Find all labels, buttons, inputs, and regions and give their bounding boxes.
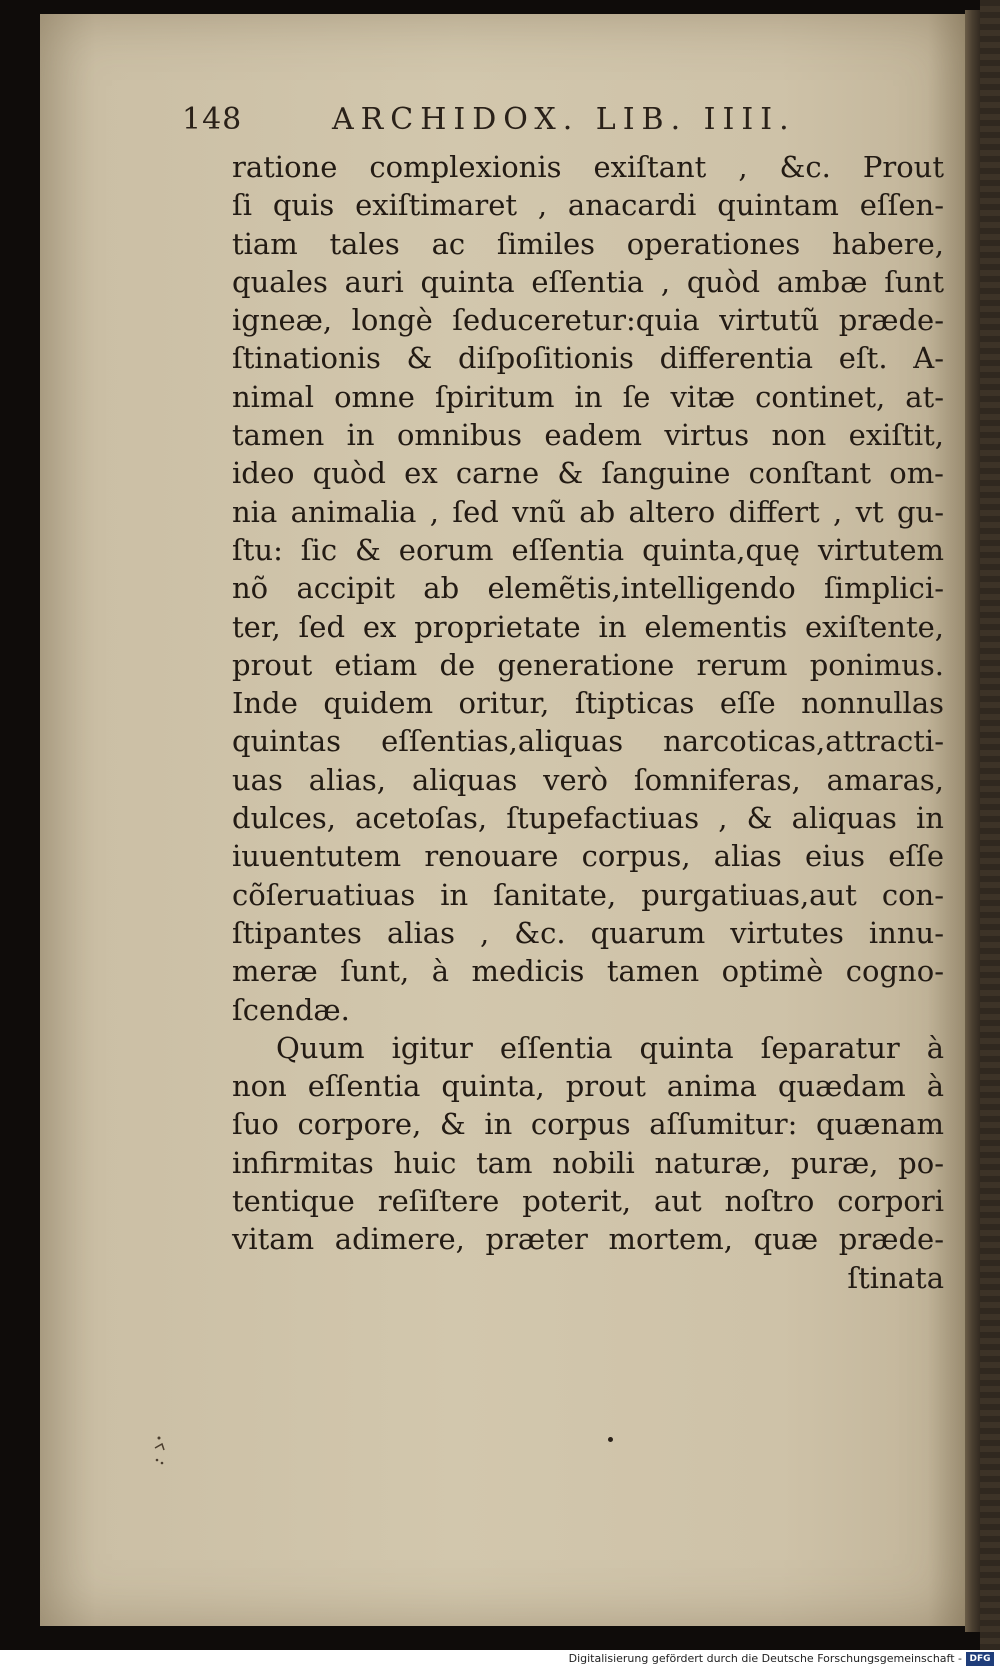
text-line: tamen in omnibus eadem virtus non exiſtit, <box>232 418 944 453</box>
page-number: 148 <box>182 102 243 137</box>
text-line: tentique reſiſtere poterit, aut noſtro corpori <box>232 1184 944 1219</box>
ink-dot <box>608 1437 613 1442</box>
text-line: ideo quòd ex carne & ſanguine conſtant om- <box>232 456 944 491</box>
digitization-credit: Digitalisierung gefördert durch die Deutsche Forschungsgemeinschaft - <box>568 1652 962 1665</box>
text-line: quintas eſſentias,aliquas narcoticas,attracti- <box>232 724 944 759</box>
text-line: iuuentutem renouare corpus, alias eius eſſe <box>232 839 944 874</box>
running-title: ARCHIDOX. LIB. IIII. <box>332 102 796 137</box>
text-line: nõ accipit ab elemẽtis,intelligendo ſimplici- <box>232 571 944 606</box>
text-line: ſi quis exiſtimaret , anacardi quintam eſſen- <box>232 188 944 223</box>
text-line: nia animalia , ſed vnũ ab altero differt , vt gu- <box>232 494 944 529</box>
text-line: meræ ſunt, à medicis tamen optimè cogno- <box>232 954 944 989</box>
text-line: quales auri quinta eſſentia , quòd ambæ ſunt <box>232 264 944 299</box>
text-line: igneæ, longè ſeduceretur:quia virtutũ præde- <box>232 303 944 338</box>
text-line: ratione complexionis exiſtant , &c. Prout <box>232 150 944 184</box>
text-line: Quum igitur eſſentia quinta ſeparatur à <box>276 1030 944 1065</box>
dfg-logo: DFG <box>966 1652 994 1666</box>
binding-strip <box>980 0 1000 1650</box>
text-line: ſuo corpore, & in corpus aſſumitur: quænam <box>232 1107 944 1142</box>
text-line: ter, ſed ex proprietate in elementis exiſtente, <box>232 609 944 644</box>
text-line: infirmitas huic tam nobili naturæ, puræ, po- <box>232 1145 944 1180</box>
text-line: tiam tales ac ſimiles operationes habere, <box>232 226 944 261</box>
running-head <box>182 102 952 142</box>
margin-marks <box>150 1430 170 1480</box>
text-line: ſtu: ſic & eorum eſſentia quinta,quę virtutem <box>232 532 944 567</box>
text-line: dulces, acetoſas, ſtupefactiuas , & aliquas in <box>232 801 944 836</box>
text-line: uas alias, aliquas verò ſomniferas, amaras, <box>232 762 944 797</box>
text-line: ſtinationis & diſpoſitionis differentia eſt. A- <box>232 341 944 376</box>
text-line: ſcendæ. <box>232 992 350 1027</box>
text-line: prout etiam de generatione rerum ponimus. <box>232 647 944 682</box>
text-line: Inde quidem oritur, ſtipticas eſſe nonnullas <box>232 686 944 721</box>
text-line: nimal omne ſpiritum in ſe vitæ continet, at- <box>232 379 944 414</box>
text-line: vitam adimere, præter mortem, quæ præde- <box>232 1222 944 1257</box>
main-text <box>232 148 944 1297</box>
text-line: cõſeruatiuas in ſanitate, purgatiuas,aut con- <box>232 877 944 912</box>
catchword: ſtinata <box>847 1260 944 1295</box>
text-line: non eſſentia quinta, prout anima quædam à <box>232 1069 944 1104</box>
text-line: ſtipantes alias , &c. quarum virtutes innu- <box>232 915 944 950</box>
